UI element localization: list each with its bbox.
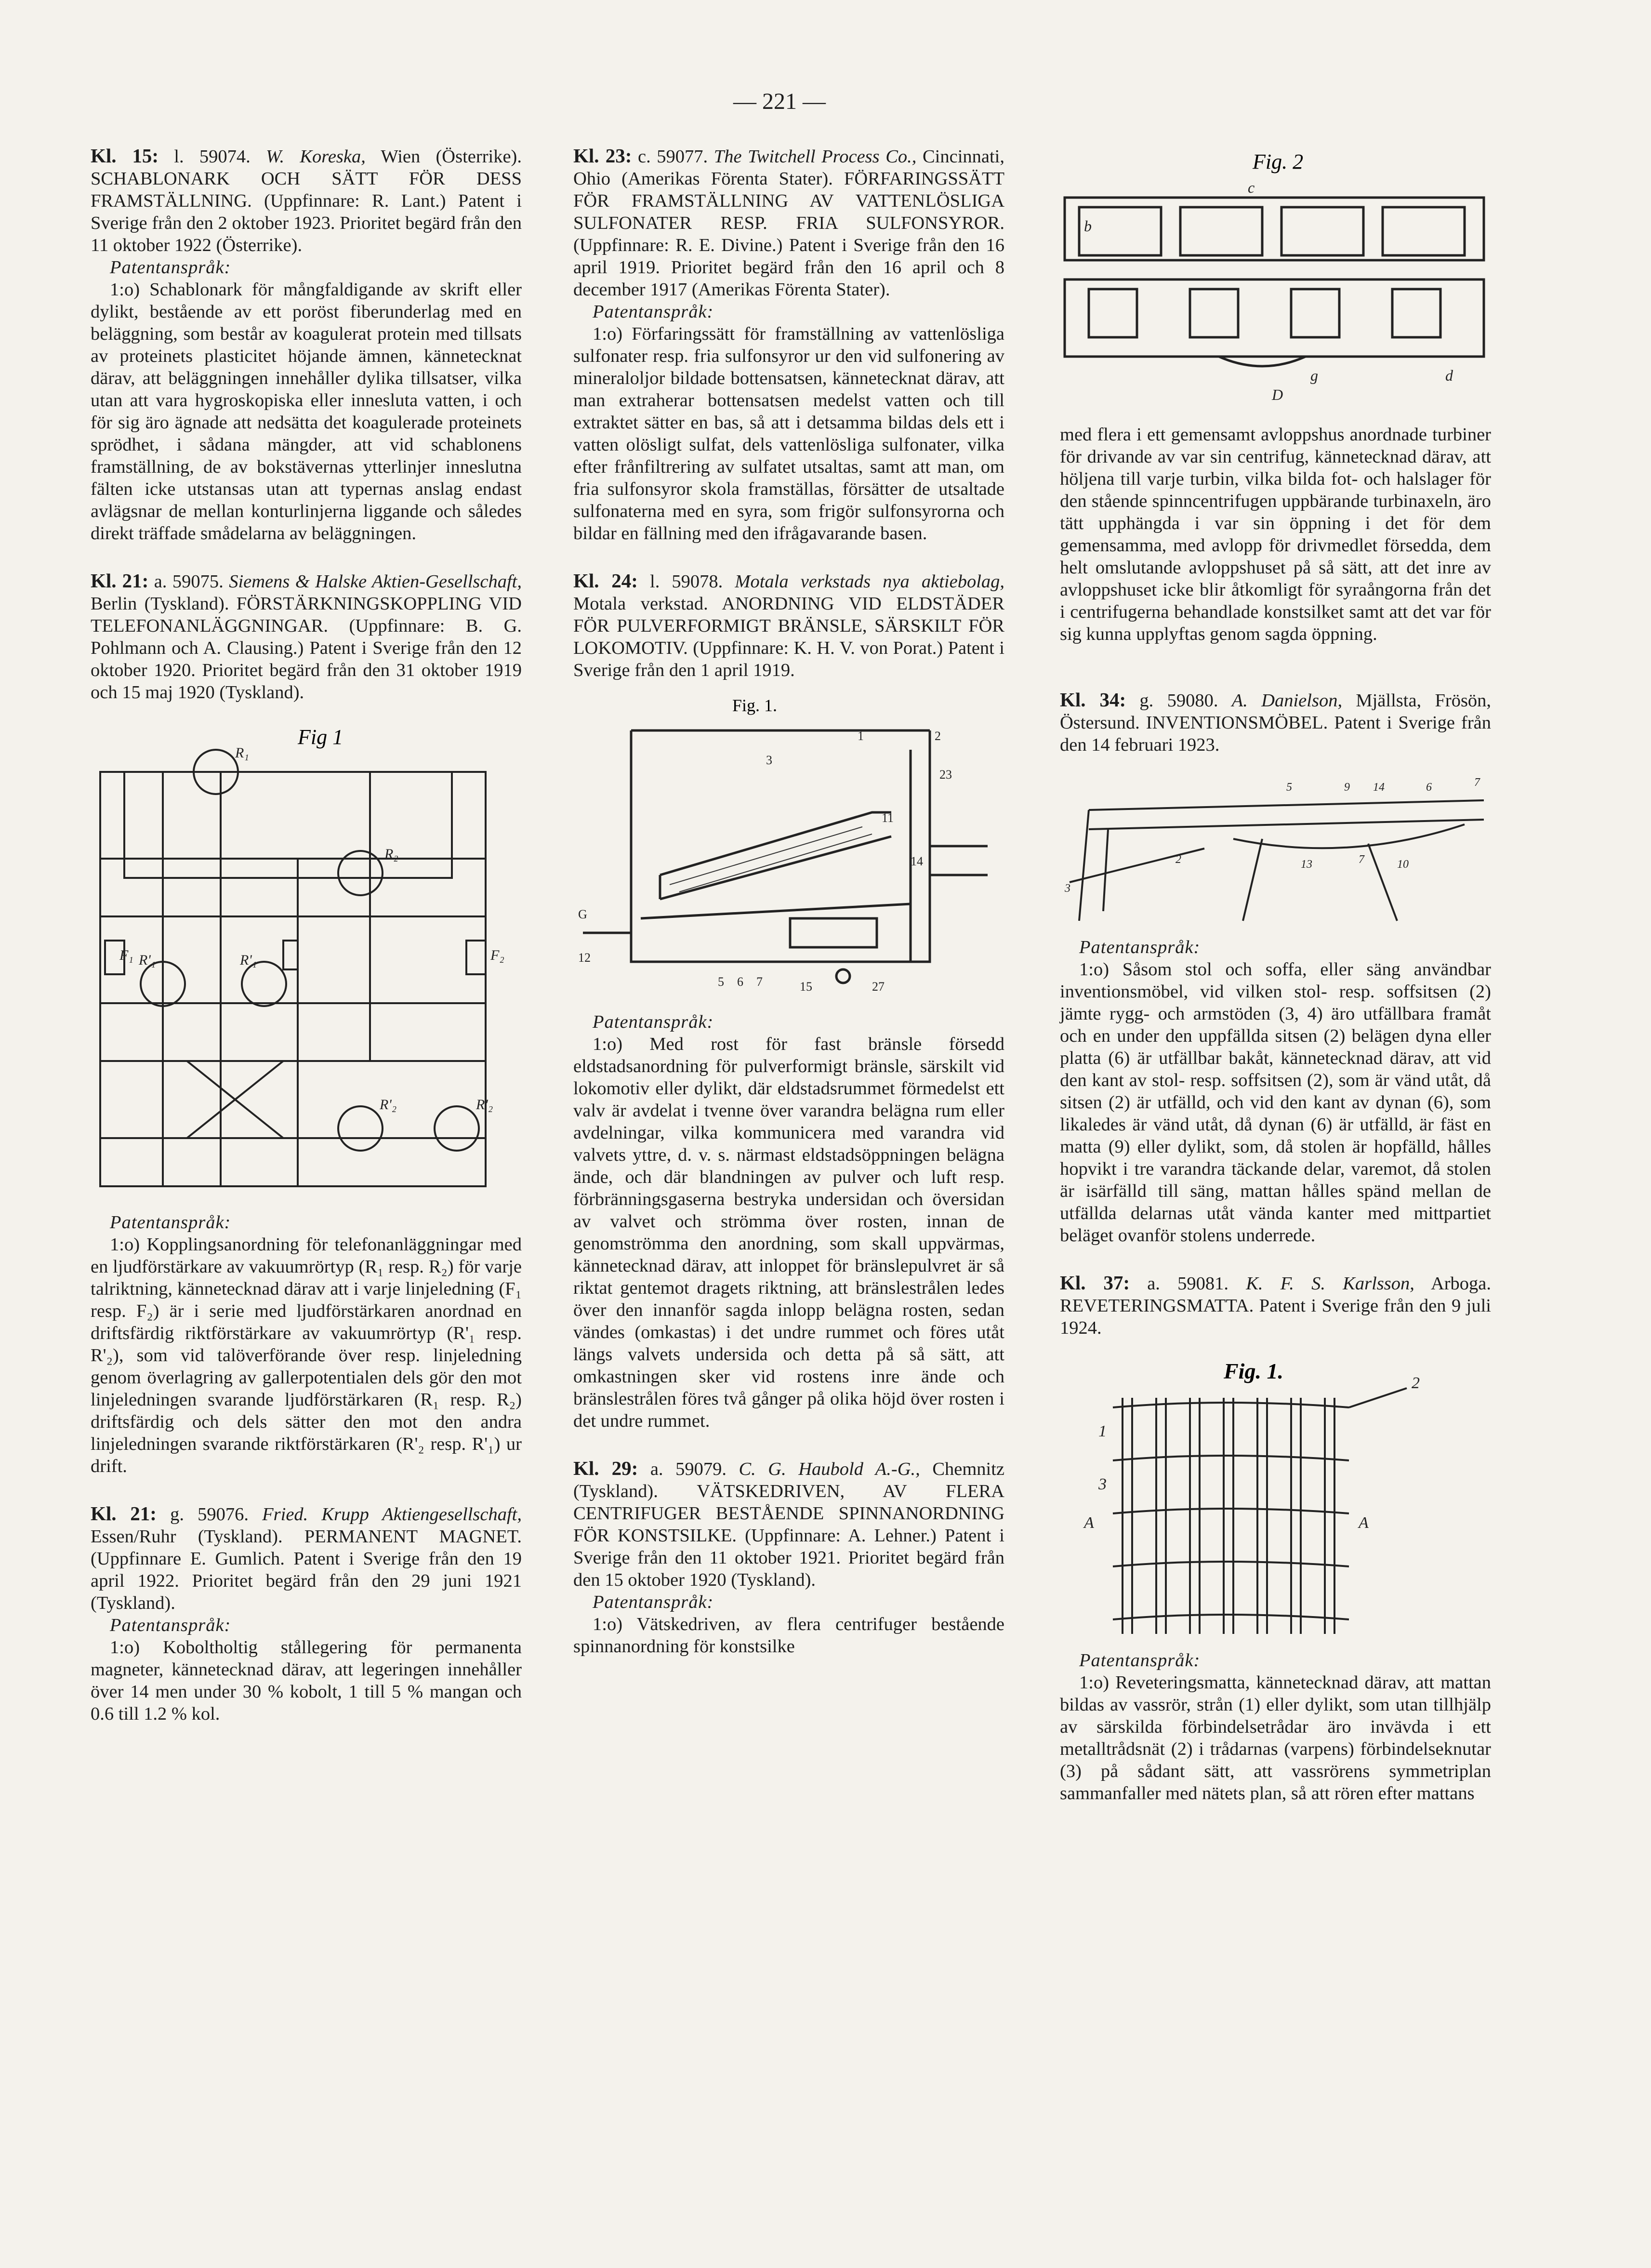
svg-text:3: 3 — [766, 753, 772, 767]
svg-text:27: 27 — [872, 980, 885, 994]
column-1 — [91, 145, 522, 1725]
svg-text:F₂: F₂ — [490, 947, 504, 963]
svg-text:G: G — [578, 907, 587, 921]
patent-entry-59077 — [573, 145, 1004, 544]
svg-text:7: 7 — [1359, 853, 1364, 866]
applicant: C. G. Haubold A.-G., — [739, 1459, 920, 1479]
svg-text:F₁: F₁ — [119, 947, 133, 963]
patent-entry-59081 — [1060, 1272, 1491, 1804]
patent-number: a. 59081. — [1147, 1273, 1229, 1294]
reed-mat-diagram-figure — [1060, 1350, 1491, 1639]
entry-text: Essen/Ruhr (Tyskland). PERMANENT MAGNET. (Uppfinnare E. Gumlich. Patent i Sverige från den 19 april 1922. Prioritet begärd från den 29 juni 1921 (Tyskland). — [91, 1526, 522, 1613]
furnace-diagram-figure — [573, 692, 1004, 1000]
claim-text: 1:o) Reveteringsmatta, kännetecknad därav, att mattan bildas av vassrör, strån (1) eller dylikt, som utan tillhjälp av särskilda förbindelsetrådar äro invävda i ett metalltrådsnät (2) i trådarnas (varpens) förbindelseknutar (3) på sådant sätt, att vassrörens symmetriplan sammanfaller med nätets plan, så att rören efter mattans — [1060, 1672, 1491, 1804]
patent-entry-59079 — [573, 1457, 1004, 1658]
continued-text: med flera i ett gemensamt avloppshus anordnade turbiner för drivande av var sin centrifug, kännetecknad därav, att höljena till varje turbin, vilka bilda fot- och halslager för den stående spinncentrifugen uppbärande turbinaxeln, äro tätt upphängda i var sin öppning i det för dem gemensamma, med avlopp för drivmedlet försedda, dem helt omslutande avloppshuset på så sätt, att det inre av avloppshuset icke blir åtkomligt för syraångorna från det i centrifugerna behandlade konstsilket samt att det var för sig kunna upplyftas genom sagda öppning. — [1060, 424, 1491, 644]
claim-text: 1:o) Koboltholtig stållegering för permanenta magneter, kännetecknad därav, att legeringen innehåller över 14 men under 30 % kobolt, 1 till 5 % mangan och 0.6 till 1.2 % kol. — [91, 1637, 522, 1724]
svg-text:12: 12 — [578, 951, 591, 965]
entry-text: Cincinnati, Ohio (Amerikas Förenta Stater). FÖRFARINGSSÄTT FÖR FRAMSTÄLLNING AV VATTENLÖSLIGA SULFONATER RESP. FRIA SULFONSYROR. (Uppfinnare: R. E. Divine.) Patent i Sverige från den 16 april 1919. Prioritet begärd från den 16 april och 8 december 1917 (Amerikas Förenta Stater). — [573, 146, 1005, 300]
class-label: Kl. 15: — [91, 145, 159, 167]
svg-text:b: b — [1084, 217, 1092, 235]
figure-label: Fig 1 — [298, 725, 343, 749]
svg-text:14: 14 — [911, 854, 923, 868]
column-3 — [1060, 145, 1491, 1804]
applicant: K. F. S. Karlsson, — [1246, 1273, 1414, 1294]
class-label: Kl. 34: — [1060, 689, 1126, 711]
claim-label: Patentanspråk: — [110, 257, 231, 278]
class-label: Kl. 24: — [573, 570, 638, 592]
entry-text: Berlin (Tyskland). FÖRSTÄRKNINGSKOPPLING VID TELEFONANLÄGGNINGAR. (Uppfinnare: B. G. Pohlmann och A. Clausing.) Patent i Sverige från den 12 oktober 1920. Prioritet begärd från den 31 oktober 1919 och 15 maj 1920 (Tyskland). — [91, 594, 522, 703]
svg-text:R'₁: R'₁ — [139, 952, 156, 968]
class-label: Kl. 29: — [573, 1457, 638, 1479]
class-label: Kl. 21: — [91, 1502, 157, 1525]
class-label: Kl. 21: — [91, 570, 149, 592]
svg-text:6: 6 — [737, 975, 743, 989]
class-label: Kl. 37: — [1060, 1272, 1130, 1294]
claim-text: 1:o) Såsom stol och soffa, eller säng användbar inventionsmöbel, vid vilken stol- resp. soffsitsen (2) jämte rygg- och armstöden (3, 4) äro utfällbara framåt och en under den uppfällda sitsen (2) belägen dyna eller platta (6) är utfällbar bakåt, kännetecknad därav, att vid den kant av stol- resp. soffsitsen (2), som är vänd utåt, då sitsen (2) är utfälld, och vid den kant av dynan (6), som likaledes är vänd utåt, då dynan (6) är utfälld, är fäst en matta (9) eller dylikt, som, då stolen är hopfälld, hålles hopvikt i tre varandra täckande delar, varemot, då stolen är isärfälld till säng, mattan hålles spänd mellan de utfällda delarnas utåt vända kanter med mittpartiet beläget ovanför stolens underrede. — [1060, 959, 1491, 1246]
applicant: A. Danielson, — [1231, 690, 1343, 711]
patent-entry-59075 — [91, 570, 522, 1477]
svg-text:R'₁: R'₁ — [240, 952, 257, 968]
svg-text:R₁: R₁ — [235, 745, 249, 761]
applicant: Fried. Krupp Aktiengesellschaft, — [262, 1504, 522, 1525]
svg-text:3: 3 — [1065, 882, 1070, 895]
claim-text: 1:o) Förfaringssätt för framställning av vattenlösliga sulfonater resp. fria sulfonsyror ur den vid sulfonering av mineraloljor bildade bottensatsen, kännetecknat därav, att man extraherar bottensatsen medelst vatten och till extraktet sätter en bas, så att i detsamma bildas dels ett i vatten olösligt sulfat, dels vattenlösliga sulfonater, vilka efter frånfiltrering av sulfatet utsaltas, samt att man, om fria sulfonsyror skola framställas, försätter de utsaltade sulfonaterna med en syra, som frigör sulfonsyrorna och bildar en fällning med den ifrågavarande basen. — [573, 324, 1004, 544]
entry-text: Chemnitz (Tyskland). VÄTSKEDRIVEN, AV FLERA CENTRIFUGER BESTÅENDE SPINNANORDNING FÖR KONSTSILKE. (Uppfinnare: A. Lehner.) Patent i Sverige från den 11 oktober 1921. Prioritet begärd från den 15 oktober 1920 (Tyskland). — [573, 1459, 1005, 1590]
svg-text:7: 7 — [756, 975, 763, 989]
patent-number: a. 59075. — [154, 571, 224, 592]
patent-number: l. 59074. — [174, 146, 251, 167]
patent-number: l. 59078. — [650, 571, 723, 592]
patent-number: a. 59079. — [650, 1459, 726, 1479]
svg-text:R'₂: R'₂ — [476, 1097, 493, 1113]
patent-entry-59078 — [573, 570, 1004, 1432]
svg-text:R'₂: R'₂ — [380, 1097, 397, 1113]
applicant: Siemens & Halske Aktien-Gesellschaft, — [229, 571, 522, 592]
entry-text: Wien (Österrike). SCHABLONARK OCH SÄTT FÖR DESS FRAMSTÄLLNING. (Uppfinnare: R. Lant.) Patent i Sverige från den 2 oktober 1923. Prioritet begärd från den 11 oktober 1922 (Österrike). — [91, 146, 522, 255]
svg-text:2: 2 — [935, 729, 941, 743]
class-label: Kl. 23: — [573, 145, 632, 167]
entry-text: Motala verkstad. ANORDNING VID ELDSTÄDER FÖR PULVERFORMIGT BRÄNSLE, SÄRSKILT FÖR LOKOMOTIV. (Uppfinnare: K. H. V. von Porat.) Patent i Sverige från den 1 april 1919. — [573, 594, 1004, 680]
svg-text:5: 5 — [718, 975, 724, 989]
svg-text:2: 2 — [1412, 1374, 1420, 1392]
svg-text:15: 15 — [800, 980, 812, 994]
figure-label: Fig. 2 — [1253, 150, 1304, 173]
svg-text:A: A — [1084, 1514, 1094, 1532]
applicant: The Twitchell Process Co., — [713, 146, 917, 167]
svg-text:5: 5 — [1286, 781, 1292, 794]
claim-label: Patentanspråk: — [593, 302, 714, 322]
svg-text:7: 7 — [1474, 776, 1480, 789]
patent-number: c. 59077. — [638, 146, 708, 167]
svg-text:3: 3 — [1098, 1475, 1107, 1493]
claim-text: 1:o) Schablonark för mångfaldigande av skrift eller dylikt, bestående av ett poröst fiberunderlag med en beläggning, som består av koagulerat protein med tillsats av proteinets plasticitet höjande ämnen, kännetecknat därav, att beläggningen innehåller dylika tillsatser, vilka utan att vara hygroskopiska eller innesluta vatten, i och för sig äro ägnade att nedsätta det koagulerade proteinets sprödhet, i sådana mängder, att vid schablonens framställning, de av bokstävernas ytterlinjer inneslutna fälten icke utstansas utan att typernas anslag endast avlägsnar de mellan konturlinjerna liggande och således direkt träffade smådelarna av beläggningen. — [91, 279, 522, 544]
entry-text: Arboga. REVETERINGSMATTA. Patent i Sverige från den 9 juli 1924. — [1060, 1273, 1492, 1338]
claim-label: Patentanspråk: — [1079, 1650, 1201, 1671]
circuit-diagram-figure — [91, 714, 522, 1201]
applicant: W. Koreska, — [265, 146, 366, 167]
patent-number: g. 59080. — [1139, 690, 1218, 711]
claim-label: Patentanspråk: — [110, 1615, 231, 1635]
svg-text:11: 11 — [882, 811, 894, 825]
patent-number: g. 59076. — [170, 1504, 249, 1525]
figure-label: Fig. 1. — [732, 696, 778, 715]
svg-text:D: D — [1272, 386, 1283, 403]
svg-text:23: 23 — [939, 768, 952, 782]
svg-text:13: 13 — [1301, 858, 1312, 871]
svg-text:6: 6 — [1426, 781, 1432, 794]
claim-label: Patentanspråk: — [593, 1592, 714, 1612]
svg-text:14: 14 — [1373, 781, 1385, 794]
svg-text:R₂: R₂ — [384, 846, 398, 862]
page-number: — 221 — — [733, 89, 826, 114]
claim-text: 1:o) Vätskedriven, av flera centrifuger bestående spinnanordning för konstsilke — [573, 1614, 1004, 1657]
entry-text: Mjällsta, Frösön, Östersund. INVENTIONSMÖBEL. Patent i Sverige från den 14 februari 1923. — [1060, 690, 1492, 755]
svg-text:10: 10 — [1397, 858, 1409, 871]
claim-text: 1:o) Med rost för fast bränsle försedd eldstadsanordning för pulverformigt bränsle, särskilt vid lokomotiv eller dylikt, där eldstadsrummet förmedelst ett valv är avdelat i tvenne över varandra belägna rum eller avdelningar, vilka kommunicera med varandra vid valvets yttre, d. v. s. närmast eldstadsöppningen belägna ände, och där blandningen av pulver och luft resp. förbränningsgaserna bestryka undersidan och översidan av valvet och strömma över rosten, innan de genomströmma den anordning, som skall uppvärmas, kännetecknad därav, att inloppet för bränslepulvret är så riktat gentemot dragets riktning, att bränslestrålen ledes över den innanför sagda inlopp belägna rosten, sedan vändes (omkastas) i det undre rummet och föres utåt längs valvets undersida och detta på så sätt, att omkastningen sker vid rostens inre ände och bränslestrålen föres två gånger på olika höjd över rosten i det undre rummet. — [573, 1034, 1004, 1431]
svg-text:1: 1 — [858, 729, 864, 743]
furniture-diagram-figure — [1060, 767, 1491, 926]
centrifuge-diagram-figure — [1060, 145, 1491, 405]
column-2 — [573, 145, 1004, 1658]
claim-label: Patentanspråk: — [1079, 937, 1201, 957]
patent-entry-59076 — [91, 1502, 522, 1725]
svg-text:2: 2 — [1176, 853, 1181, 866]
patent-entry-59080 — [1060, 689, 1491, 1247]
svg-text:d: d — [1445, 367, 1453, 384]
svg-text:c: c — [1248, 179, 1255, 196]
svg-text:A: A — [1359, 1514, 1369, 1532]
applicant: Motala verkstads nya aktiebolag, — [735, 571, 1005, 592]
claim-label: Patentanspråk: — [593, 1012, 714, 1032]
svg-text:9: 9 — [1344, 781, 1350, 794]
figure-label: Fig. 1. — [1224, 1359, 1283, 1383]
claim-text: 1:o) Kopplingsanordning för telefonanläggningar med en ljudförstärkare av vakuumrörtyp (R₁ resp. R₂) för varje talriktning, kännetecknad därav att i varje linjeledning (F₁ resp. F₂) är i serie med ljudförstärkaren anordnad en driftsfärdig riktförstärkare av vakuumrörtyp (R'₁ resp. R'₂), som vid talöverförande över resp. linjeledning genom överlagring av gallerpotentialen dels gör den mot linjeledningen svarande ljudförstärkaren (R₁ resp. R₂) driftsfärdig och dels sätter den mot den andra linjeledningen svarande riktförstärkaren (R'₂ resp. R'₁) ur drift. — [91, 1234, 522, 1476]
patent-entry-59074 — [91, 145, 522, 544]
claim-label: Patentanspråk: — [110, 1212, 231, 1233]
svg-text:g: g — [1310, 367, 1318, 384]
svg-text:1: 1 — [1098, 1422, 1107, 1440]
